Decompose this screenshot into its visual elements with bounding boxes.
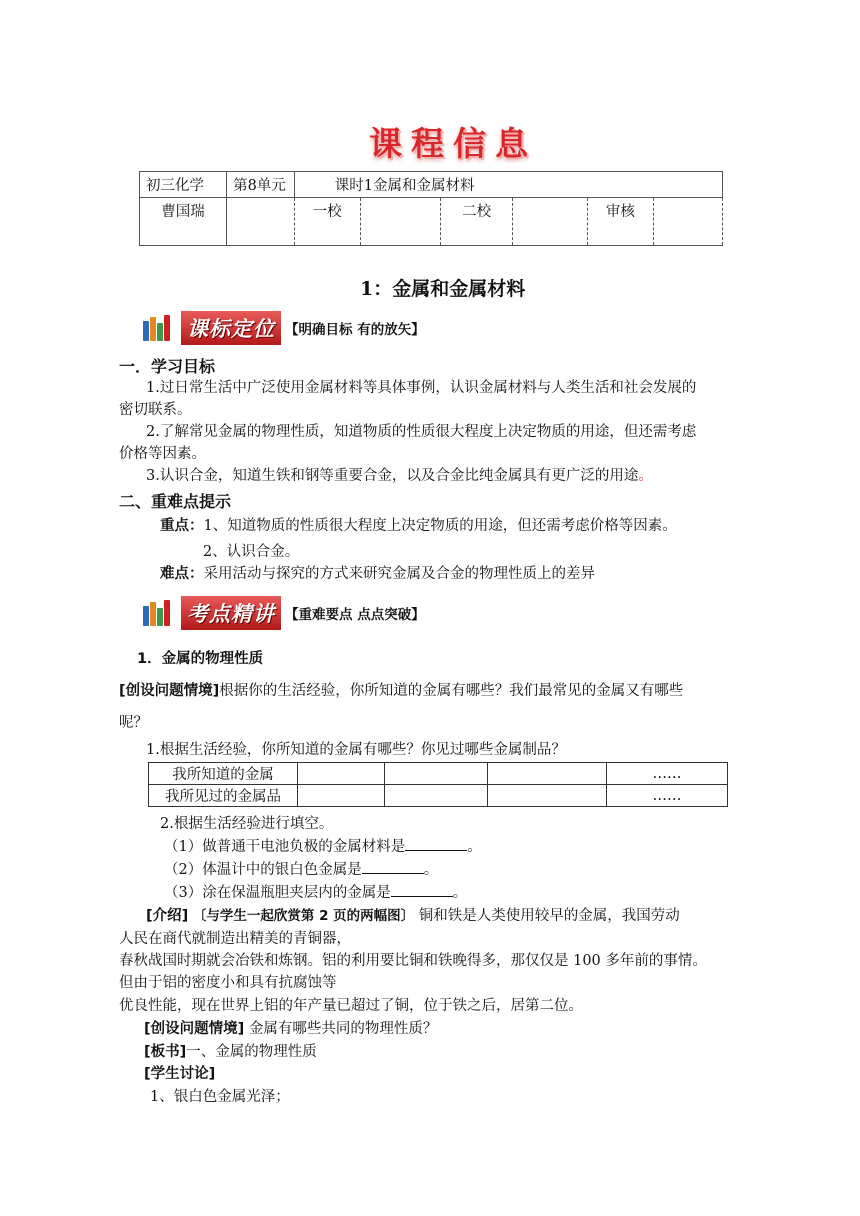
goal-2a: 2.了解常见金属的物理性质，知道物质的性质很大程度上决定物质的用途，但还需考虑	[146, 424, 697, 440]
section-subtitle: 【重难要点 点点突破】	[285, 607, 425, 623]
info-unit: 第8单元	[227, 172, 295, 198]
intro-line-1: [介绍] 〔与学生一起欣赏第 2 页的两幅图〕 铜和铁是人类使用较早的金属，我国劳动	[146, 908, 680, 924]
info-lesson: 课时1金属和金属材料	[294, 172, 722, 198]
discussion-heading: [学生讨论]	[144, 1066, 216, 1082]
heading-goals: 一．学习目标	[119, 357, 216, 376]
intro-line-3: 春秋战国时期就会冶铁和炼钢。铝的利用要比铜和铁晚得多，那仅仅是 100 多年前的事情。	[119, 953, 707, 969]
info-second-check: 二校	[441, 198, 513, 246]
section-tag: 课标定位	[181, 311, 281, 345]
table-row	[149, 763, 728, 785]
question-2: 2.根据生活经验进行填空。	[160, 816, 334, 832]
info-first-check: 一校	[294, 198, 360, 246]
intro-line-2: 人民在商代就制造出精美的青铜器，	[119, 931, 351, 947]
goal-2b: 价格等因素。	[119, 446, 206, 462]
table-cell: 我所知道的金属	[149, 763, 298, 785]
table-cell[interactable]	[298, 785, 385, 807]
question-1: 1.根据生活经验，你所知道的金属有哪些？你见过哪些金属制品？	[146, 742, 566, 758]
answer-blank[interactable]	[362, 859, 424, 874]
scene-2: [创设问题情境] 金属有哪些共同的物理性质？	[144, 1021, 438, 1037]
key-point-1: 重点：1、知道物质的性质很大程度上决定物质的用途，但还需考虑价格等因素。	[160, 517, 677, 534]
table-cell[interactable]	[488, 785, 607, 807]
info-cell-blank1	[227, 198, 295, 246]
fill-2: （2）体温计中的银白色金属是 。	[164, 859, 438, 881]
info-review: 审核	[587, 198, 653, 246]
fill-3: （3）涂在保温瓶胆夹层内的金属是 。	[164, 882, 467, 904]
info-cell-blank3	[512, 198, 587, 246]
goal-1a: 1.过日常生活中广泛使用金属材料等具体事例，认识金属材料与人类生活和社会发展的	[146, 380, 697, 396]
page-title: 1：金属和金属材料	[360, 278, 526, 300]
table-row	[149, 785, 728, 807]
intro-line-5: 优良性能，现在世界上铝的年产量已超过了铜，位于铁之后，居第二位。	[119, 998, 583, 1014]
difficulty: 难点：采用活动与探究的方式来研究金属及合金的物理性质上的差异	[160, 565, 595, 582]
course-info-table	[139, 171, 723, 246]
scene-1b: 呢？	[119, 715, 148, 731]
answer-blank[interactable]	[391, 882, 453, 897]
books-icon	[143, 315, 177, 341]
course-info-banner: 课程信息	[369, 124, 537, 163]
goal-3: 3.认识合金，知道生铁和钢等重要合金，以及合金比纯金属具有更广泛的用途。	[146, 468, 653, 484]
info-author: 曹国瑞	[140, 198, 227, 246]
board-note: [板书]一、金属的物理性质	[144, 1044, 317, 1060]
discussion-item-1: 1、银白色金属光泽；	[150, 1089, 290, 1105]
info-cell-blank4	[653, 198, 722, 246]
info-cell-blank2	[360, 198, 441, 246]
key-point-2: 2、认识合金。	[203, 544, 300, 560]
intro-line-4: 但由于铝的密度小和具有抗腐蚀等	[119, 975, 337, 991]
table-cell: ……	[607, 785, 728, 807]
table-cell[interactable]	[385, 763, 488, 785]
table-cell: 我所见过的金属品	[149, 785, 298, 807]
metals-table	[148, 762, 728, 807]
heading-key-points: 二、重难点提示	[119, 492, 232, 511]
scene-1a: [创设问题情境]根据你的生活经验，你所知道的金属有哪些？我们最常见的金属又有哪些	[119, 683, 684, 699]
section-subtitle: 【明确目标 有的放矢】	[285, 322, 425, 338]
table-cell[interactable]	[298, 763, 385, 785]
section-tag: 考点精讲	[181, 596, 281, 630]
books-icon	[143, 600, 177, 626]
heading-physical-properties: 1．金属的物理性质	[137, 651, 264, 667]
answer-blank[interactable]	[405, 836, 467, 851]
info-subject: 初三化学	[140, 172, 227, 198]
table-cell: ……	[607, 763, 728, 785]
table-cell[interactable]	[385, 785, 488, 807]
table-cell[interactable]	[488, 763, 607, 785]
section-banner-points	[143, 597, 425, 629]
section-banner-standards	[143, 312, 425, 344]
fill-1: （1）做普通干电池负极的金属材料是 。	[164, 836, 482, 858]
goal-1b: 密切联系。	[119, 402, 192, 418]
